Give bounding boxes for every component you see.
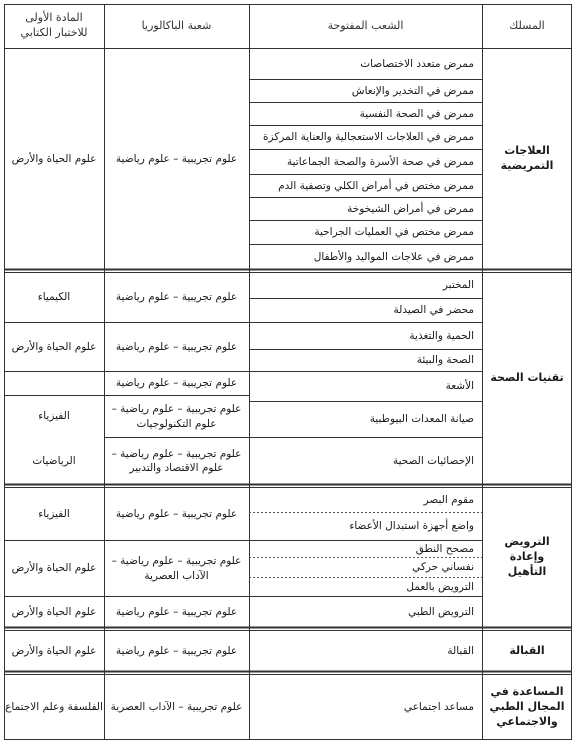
first-subject: علوم الحياة والأرض [11, 562, 97, 575]
admission-table [4, 4, 572, 740]
first-subject: علوم الحياة والأرض [11, 340, 97, 353]
bac-stream: علوم تجريبية – علوم رياضية – علوم الاقتصاد والتدبير [111, 447, 242, 474]
branch-item: الإحصائيات الصحية [392, 454, 474, 467]
bac-stream: علوم تجريبية – علوم رياضية – الآداب العصرية [111, 555, 242, 582]
first-subject: الفيزياء [38, 507, 70, 520]
header-first-subject: المادة الأولى للاختبار الكتابي [20, 11, 88, 39]
branch-item: واضع أجهزة استبدال الأعضاء [349, 520, 474, 533]
branch-item: ممرض متعدد الاختصاصات [360, 57, 474, 70]
path-rehabilitation: الترويض وإعادة التأهيل [504, 535, 550, 578]
branch-item: الترويض الطبي [408, 605, 474, 618]
branch-item: المختبر [442, 279, 474, 292]
branch-item: صيانة المعدات البيوطبية [369, 413, 474, 426]
first-subject: علوم الحياة والأرض [11, 605, 97, 618]
bac-stream: علوم تجريبية – علوم رياضية [115, 291, 238, 304]
bac-stream: علوم تجريبية – علوم رياضية [115, 644, 238, 657]
path-midwifery: القبالة [509, 643, 545, 657]
branch-item: ممرض في التخدير والإنعاش [351, 84, 474, 97]
bac-stream: علوم تجريبية – علوم رياضية [115, 152, 238, 165]
branch-item: ممرض في أمراض الشيخوخة [347, 202, 474, 215]
bac-stream: علوم تجريبية – علوم رياضية [115, 507, 238, 520]
header-open-branches: الشعب المفتوحة [327, 18, 404, 32]
first-subject: الكيمياء [37, 291, 71, 304]
path-health-techniques: تقنيات الصحة [490, 371, 564, 385]
branch-item: الحمية والتغذية [409, 329, 474, 342]
first-subject: الرياضيات [32, 454, 76, 467]
first-subject: الفيزياء [38, 410, 70, 423]
first-subject: علوم الحياة والأرض [11, 152, 97, 165]
branch-item: الترويض بالعمل [406, 580, 474, 593]
branch-item: الأشعة [445, 380, 474, 393]
header-bac-stream: شعبة الباكالوريا [141, 18, 212, 32]
path-nursing: العلاجات التمريضية [500, 144, 554, 172]
branch-item: ممرض في علاجات المواليد والأطفال [313, 250, 474, 263]
bac-stream: علوم تجريبية – علوم رياضية – علوم التكنولوجيات [111, 403, 242, 430]
branch-item: مقوم البصر [423, 493, 474, 506]
bac-stream: علوم تجريبية – علوم رياضية [115, 605, 238, 618]
branch-item: الصحة والبيئة [416, 354, 474, 367]
bac-stream: علوم تجريبية – الآداب العصرية [110, 701, 243, 714]
branch-item: نفساني حركي [412, 561, 474, 574]
first-subject: علوم الحياة والأرض [11, 644, 97, 657]
branch-item: القبالة [447, 644, 474, 657]
bac-stream: علوم تجريبية – علوم رياضية [115, 340, 238, 353]
branch-item: مصحح النطق [415, 542, 474, 555]
branch-item: ممرض في الصحة النفسية [359, 107, 474, 120]
branch-item: ممرض في العلاجات الاستعجالية والعناية المركزة [262, 131, 474, 144]
branch-item: ممرض مختص في أمراض الكلي وتصفية الدم [278, 179, 474, 192]
first-subject: الفلسفة وعلم الاجتماع [5, 701, 103, 714]
branch-item: محضر في الصيدلة [393, 304, 474, 317]
branch-item: ممرض في صحة الأسرة والصحة الجماعاتية [286, 155, 474, 168]
branch-item: مساعد اجتماعي [403, 701, 474, 714]
branch-item: ممرض مختص في العمليات الجراحية [314, 226, 474, 239]
path-social-medical: المساعدة في المجال الطبي والاجتماعي [489, 685, 565, 728]
bac-stream: علوم تجريبية – علوم رياضية [115, 377, 238, 390]
header-path: المسلك [509, 18, 545, 32]
